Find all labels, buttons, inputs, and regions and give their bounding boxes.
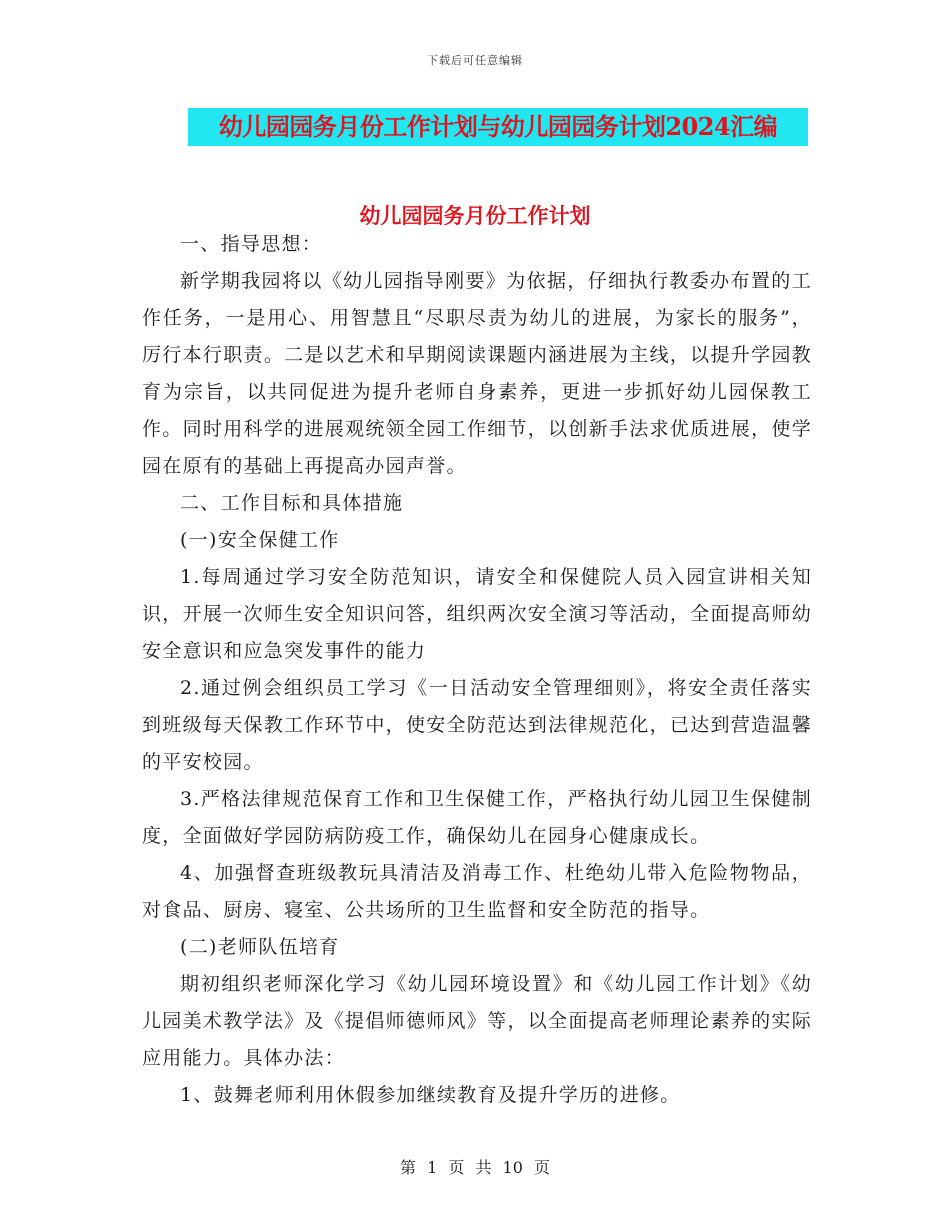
paragraph: 3.严格法律规范保育工作和卫生保健工作，严格执行幼儿园卫生保健制度，全面做好学园防病防疫工作，确保幼儿在园身心健康成长。 <box>142 788 812 847</box>
paragraph: 期初组织老师深化学习《幼儿园环境设置》和《幼儿园工作计划》《幼儿园美术教学法》及《提倡师德师风》等，以全面提高老师理论素养的实际应用能力。具体办法： <box>142 973 812 1069</box>
paragraph: 2.通过例会组织员工学习《一日活动安全管理细则》，将安全责任落实到班级每天保教工作环节中，使安全防范达到法律规范化，已达到营造温馨的平安校园。 <box>142 677 812 773</box>
document-body <box>142 226 812 1114</box>
page-number: 第 1 页 共 10 页 <box>400 1158 550 1177</box>
section-title: 幼儿园园务月份工作计划 <box>359 203 591 228</box>
paragraph: 二、工作目标和具体措施 <box>180 492 404 514</box>
paragraph: 新学期我园将以《幼儿园指导刚要》为依据，仔细执行教委办布置的工作任务，一是用心、用智慧且“尽职尽责为幼儿的进展，为家长的服务”，厉行本行职责。二是以艺术和早期阅读课题内涵进展为主线，以提升学园教育为宗旨，以共同促进为提升老师自身素养，更进一步抓好幼儿园保教工作。同时用科学的进展观统领全园工作细节，以创新手法求优质进展，使学园在原有的基础上再提高办园声誉。 <box>142 270 812 477</box>
paragraph: 1.每周通过学习安全防范知识，请安全和保健院人员入园宣讲相关知识，开展一次师生安全知识问答，组织两次安全演习等活动，全面提高师幼安全意识和应急突发事件的能力 <box>142 566 812 662</box>
paragraph: (二)老师队伍培育 <box>180 936 340 958</box>
paragraph: (一)安全保健工作 <box>180 529 340 551</box>
document-title: 幼儿园园务月份工作计划与幼儿园园务计划2024汇编 <box>218 112 778 141</box>
paragraph: 1、鼓舞老师利用休假参加继续教育及提升学历的进修。 <box>180 1084 681 1106</box>
header-note: 下载后可任意编辑 <box>427 54 523 67</box>
paragraph: 一、指导思想： <box>180 233 323 255</box>
paragraph: 4、加强督查班级教玩具清洁及消毒工作、杜绝幼儿带入危险物物品，对食品、厨房、寝室、公共场所的卫生监督和安全防范的指导。 <box>142 862 812 921</box>
document-title-highlight <box>188 108 808 146</box>
